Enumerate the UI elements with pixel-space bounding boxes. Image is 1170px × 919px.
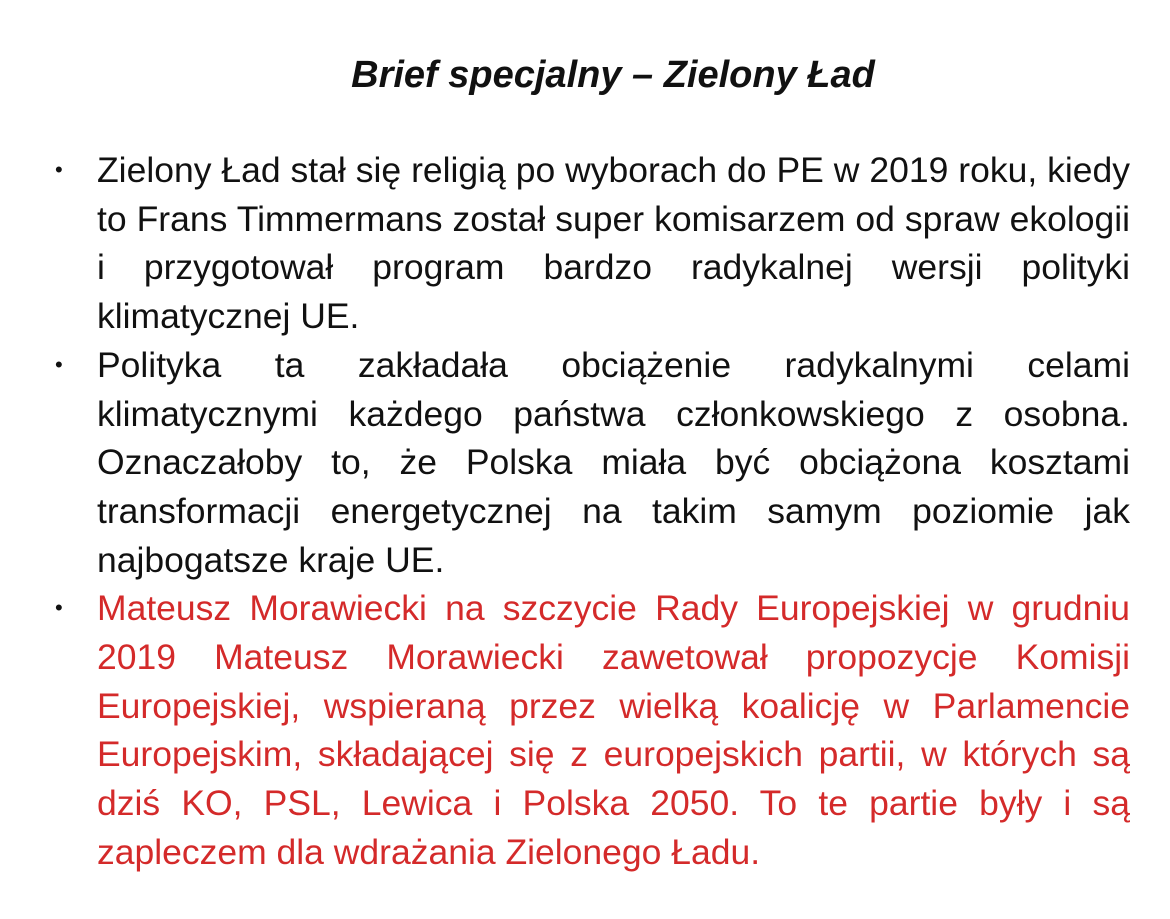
bullet-text: Zielony Ład stał się religią po wyborach do PE w 2019 roku, kiedy to Frans Timmermans został super komisarzem od spraw ekologii i przygotował program bardzo radykalnej wersji polityki klimatycznej UE. bbox=[97, 150, 1130, 337]
bullet-icon: • bbox=[55, 157, 63, 182]
bullet-item-3 bbox=[55, 584, 1130, 876]
bullet-text: Mateusz Morawiecki na szczycie Rady Europejskiej w grudniu 2019 Mateusz Morawiecki zawetował propozycje Komisji Europejskiej, wspieraną przez wielką koalicję w Parlamencie Europejskim, składającej się z europejskich partii, w których są dziś KO, PSL, Lewica i Polska 2050. To te partie były i są zapleczem dla wdrażania Zielonego Ładu. bbox=[97, 588, 1130, 872]
bullet-text: Polityka ta zakładała obciążenie radykalnymi celami klimatycznymi każdego państwa członkowskiego z osobna. Oznaczałoby to, że Polska miała być obciążona kosztami transformacji energetycznej na takim samym poziomie jak najbogatsze kraje UE. bbox=[97, 344, 1130, 580]
bullet-item-1 bbox=[55, 146, 1130, 341]
bullet-item-2 bbox=[55, 341, 1130, 585]
slide-title: Brief specjalny – Zielony Ład bbox=[351, 54, 875, 96]
bullet-icon: • bbox=[55, 595, 63, 621]
bullet-list bbox=[55, 146, 1130, 877]
bullet-icon: • bbox=[55, 351, 63, 377]
